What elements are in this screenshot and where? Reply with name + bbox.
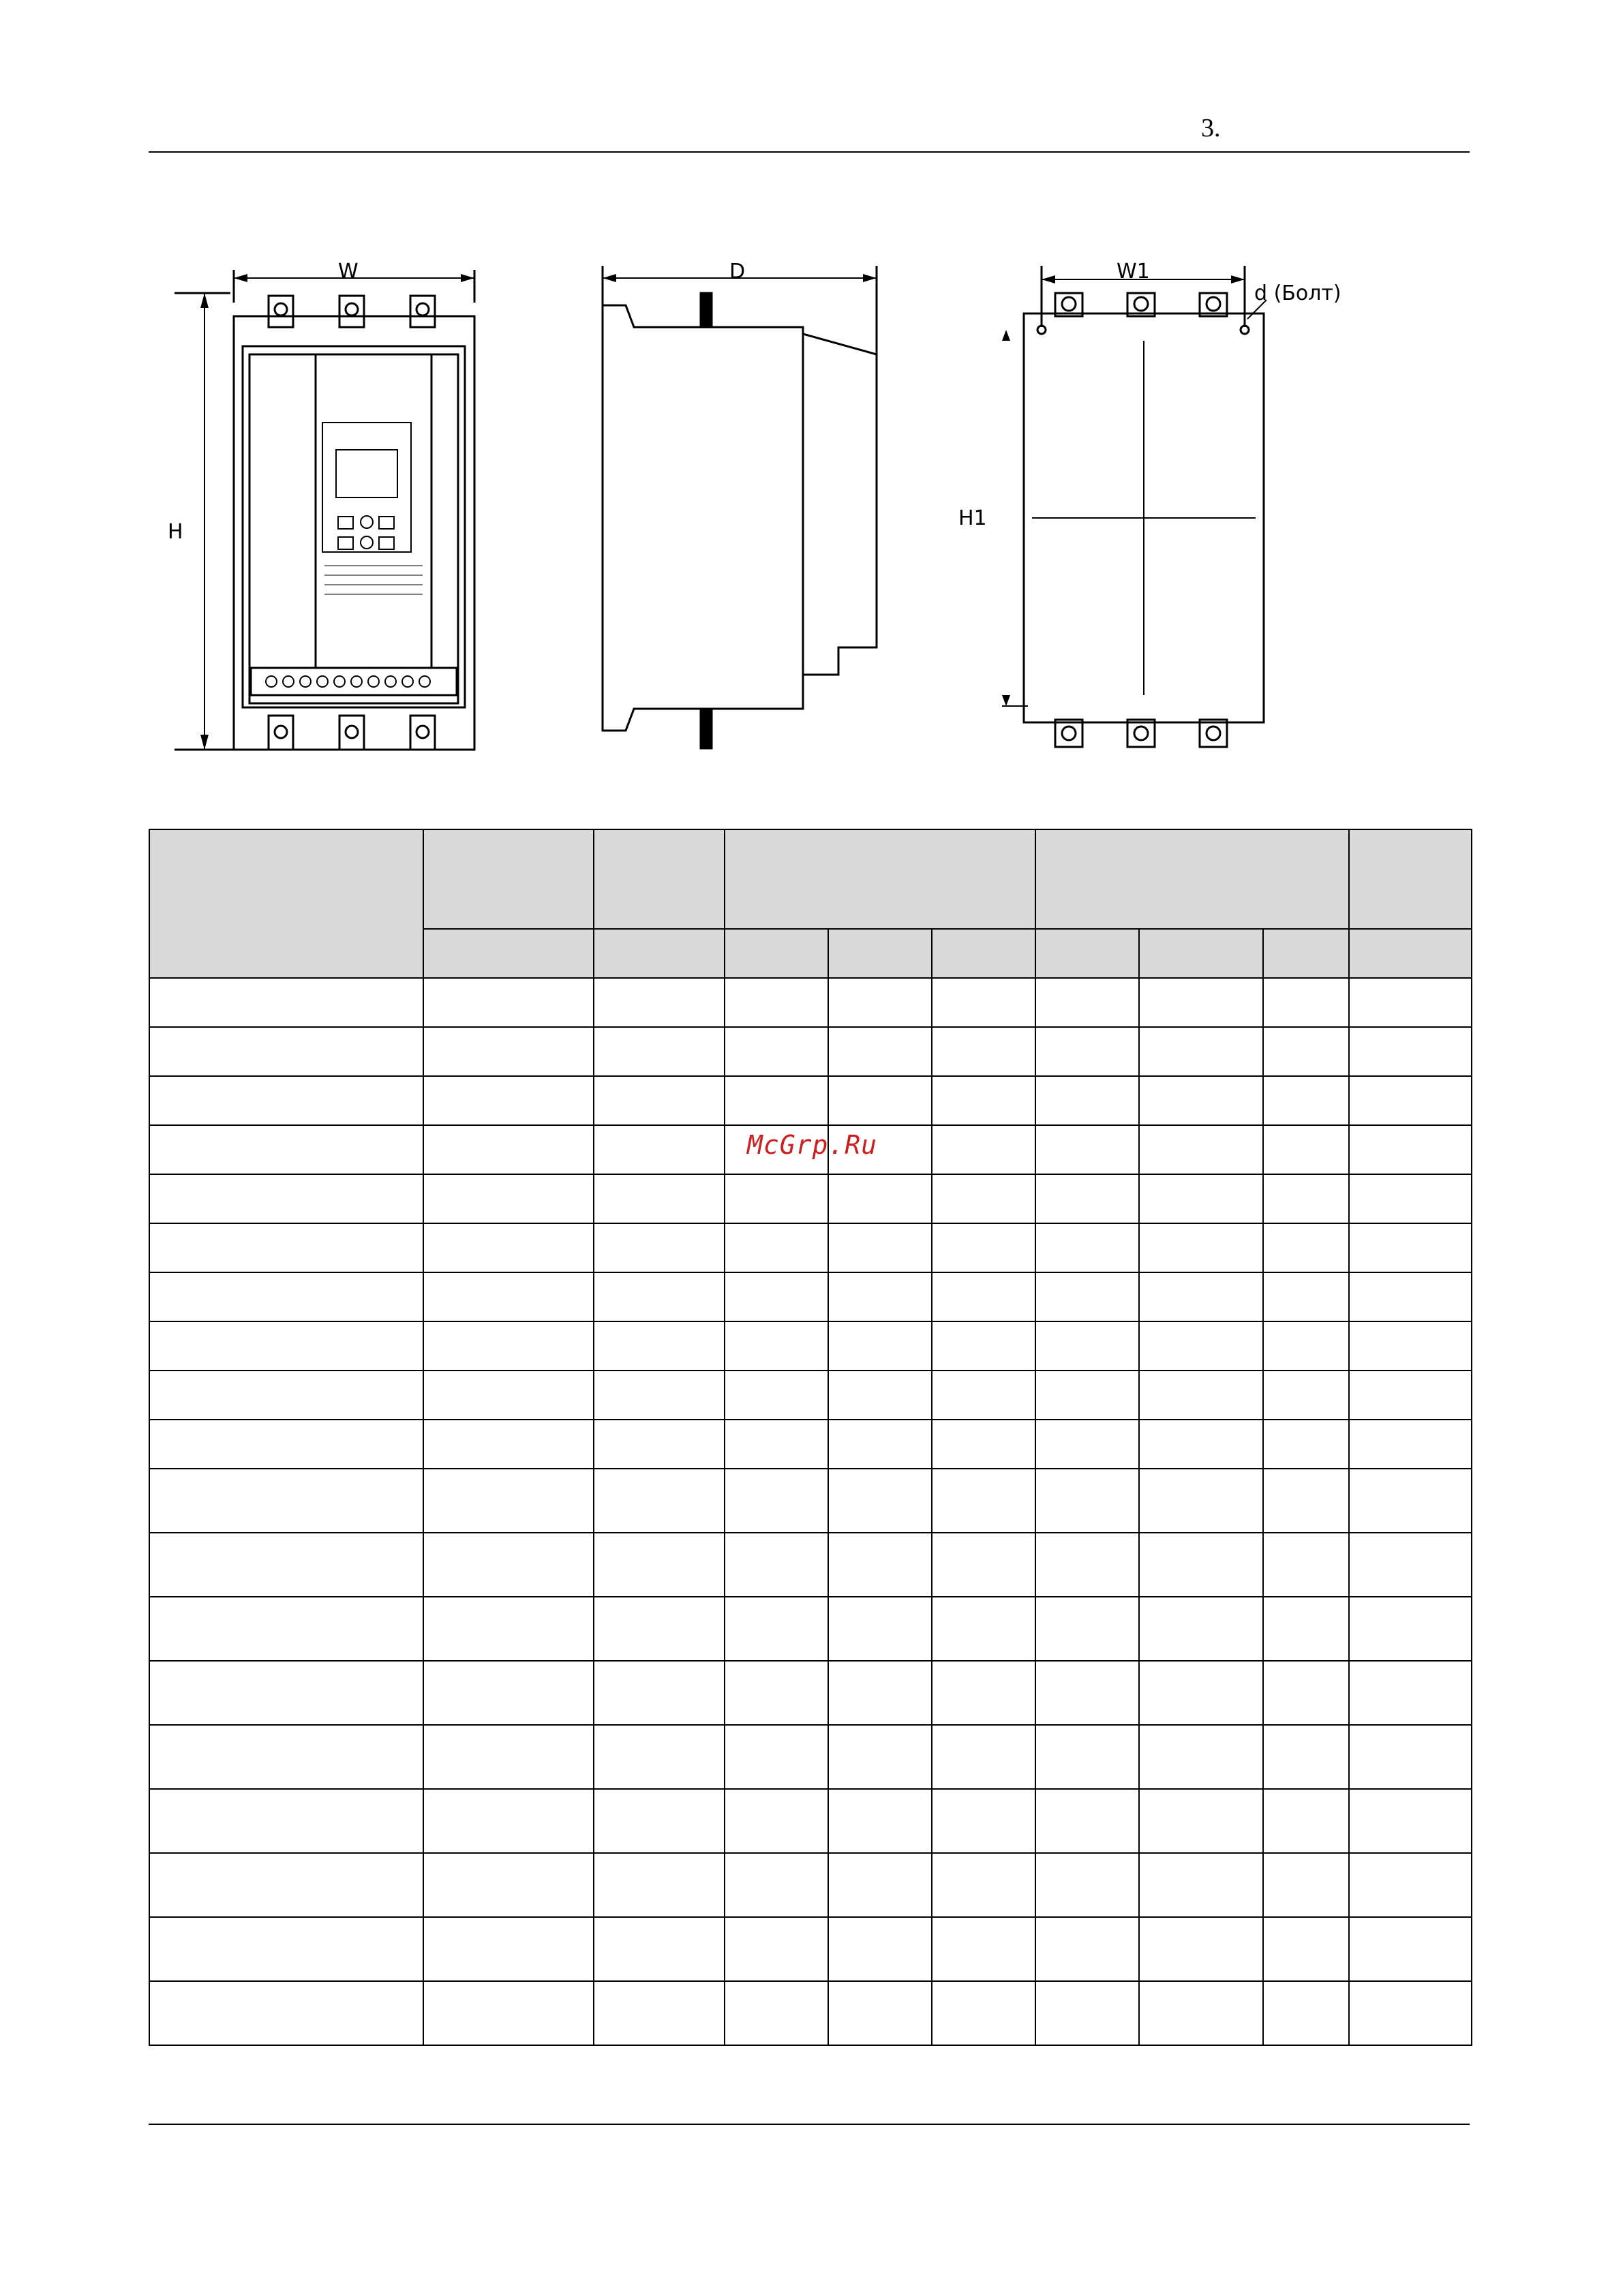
table-cell	[594, 1174, 725, 1223]
table-cell	[932, 1533, 1035, 1597]
table-cell	[1035, 1420, 1139, 1469]
table-cell	[423, 1725, 594, 1789]
table-cell	[1263, 1469, 1349, 1533]
table-cell	[149, 1076, 423, 1125]
table-cell	[1035, 1789, 1139, 1853]
table-row	[149, 1371, 1472, 1420]
table-cell	[1035, 1125, 1139, 1174]
table-cell	[1263, 1321, 1349, 1371]
table-cell	[1035, 1469, 1139, 1533]
table-cell	[1035, 1725, 1139, 1789]
table-cell	[1035, 1321, 1139, 1371]
table-cell	[1139, 1469, 1263, 1533]
table-cell	[149, 1174, 423, 1223]
table-cell	[1139, 1420, 1263, 1469]
header-subcell	[828, 929, 932, 978]
table-cell	[1263, 978, 1349, 1027]
table-row	[149, 1917, 1472, 1981]
table-cell	[1035, 1076, 1139, 1125]
table-cell	[594, 1981, 725, 2045]
table-cell	[594, 1272, 725, 1321]
header-subcell	[423, 929, 594, 978]
table-cell	[932, 1027, 1035, 1076]
table-cell	[1349, 1125, 1472, 1174]
table-cell	[423, 978, 594, 1027]
table-cell	[149, 1125, 423, 1174]
table-row	[149, 1853, 1472, 1917]
table-cell	[828, 1981, 932, 2045]
table-cell	[594, 1125, 725, 1174]
table-cell	[423, 1853, 594, 1917]
table-cell	[423, 1981, 594, 2045]
table-cell	[1263, 1725, 1349, 1789]
table-cell	[594, 1661, 725, 1725]
table-row	[149, 1533, 1472, 1597]
table-cell	[725, 1174, 828, 1223]
table-cell	[828, 1725, 932, 1789]
table-cell	[423, 1469, 594, 1533]
table-cell	[423, 1661, 594, 1725]
table-cell	[932, 1917, 1035, 1981]
table-row	[149, 1321, 1472, 1371]
table-cell	[423, 1917, 594, 1981]
table-cell	[1349, 1272, 1472, 1321]
table-cell	[1035, 1223, 1139, 1272]
table-cell	[1139, 1125, 1263, 1174]
table-cell	[1263, 1789, 1349, 1853]
table-cell	[1035, 1533, 1139, 1597]
table-cell	[1349, 1223, 1472, 1272]
table-cell	[149, 978, 423, 1027]
table-cell	[1349, 1789, 1472, 1853]
table-cell	[1035, 1371, 1139, 1420]
table-cell	[932, 1223, 1035, 1272]
table-cell	[594, 1371, 725, 1420]
table-cell	[423, 1597, 594, 1661]
table-row	[149, 1981, 1472, 2045]
header-cell	[594, 829, 725, 929]
table-cell	[932, 1597, 1035, 1661]
table-cell	[725, 1223, 828, 1272]
table-row	[149, 1272, 1472, 1321]
table-cell	[594, 1853, 725, 1917]
table-cell	[828, 1371, 932, 1420]
table-header	[149, 829, 1472, 978]
header-subcell	[594, 929, 725, 978]
table-row	[149, 1661, 1472, 1725]
table-cell	[149, 1597, 423, 1661]
table-cell	[1035, 1272, 1139, 1321]
footer-rule	[149, 2124, 1470, 2125]
watermark: McGrp.Ru	[747, 1130, 878, 1160]
table-cell	[828, 1027, 932, 1076]
table-cell	[423, 1272, 594, 1321]
header-subcell	[932, 929, 1035, 978]
table-row	[149, 1469, 1472, 1533]
table-row	[149, 1789, 1472, 1853]
table-cell	[1349, 1597, 1472, 1661]
table-cell	[1349, 1420, 1472, 1469]
table-cell	[1263, 1420, 1349, 1469]
table-cell	[1139, 978, 1263, 1027]
table-cell	[932, 1981, 1035, 2045]
table-cell	[1139, 1371, 1263, 1420]
height-label: H	[168, 520, 183, 544]
table-cell	[1139, 1789, 1263, 1853]
table-cell	[932, 1725, 1035, 1789]
table-cell	[149, 1272, 423, 1321]
table-cell	[1349, 1469, 1472, 1533]
table-row	[149, 1597, 1472, 1661]
table-cell	[932, 978, 1035, 1027]
table-cell	[1263, 1076, 1349, 1125]
table-cell	[594, 1789, 725, 1853]
table-cell	[828, 1597, 932, 1661]
table-cell	[1035, 1027, 1139, 1076]
table-cell	[1349, 1661, 1472, 1725]
table-cell	[725, 1076, 828, 1125]
table-cell	[149, 1981, 423, 2045]
header-subcell	[1139, 929, 1263, 978]
table-cell	[1139, 1027, 1263, 1076]
table-cell	[423, 1223, 594, 1272]
table-row	[149, 978, 1472, 1027]
table-cell	[1035, 1597, 1139, 1661]
table-cell	[1349, 1917, 1472, 1981]
table-cell	[1349, 1853, 1472, 1917]
table-row	[149, 1223, 1472, 1272]
table-cell	[423, 1027, 594, 1076]
table-cell	[594, 1533, 725, 1597]
table-cell	[1263, 1981, 1349, 2045]
table-cell	[1263, 1661, 1349, 1725]
table-cell	[1139, 1174, 1263, 1223]
table-cell	[725, 1469, 828, 1533]
table-cell	[594, 1597, 725, 1661]
table-cell	[149, 1853, 423, 1917]
table-cell	[1263, 1533, 1349, 1597]
table-cell	[1139, 1076, 1263, 1125]
table-cell	[725, 1981, 828, 2045]
table-cell	[423, 1420, 594, 1469]
table-cell	[594, 1917, 725, 1981]
table-cell	[725, 1371, 828, 1420]
table-cell	[828, 978, 932, 1027]
front-view	[168, 260, 474, 750]
depth-label: D	[729, 260, 746, 284]
table-cell	[828, 1853, 932, 1917]
header-cell	[1035, 829, 1349, 929]
table-cell	[1139, 1661, 1263, 1725]
table-cell	[1349, 1321, 1472, 1371]
table-cell	[1349, 1174, 1472, 1223]
dimension-drawings	[149, 245, 1470, 763]
table-cell	[932, 1125, 1035, 1174]
table-cell	[1349, 978, 1472, 1027]
table-cell	[1139, 1597, 1263, 1661]
header-subcell	[1349, 929, 1472, 978]
table-cell	[423, 1371, 594, 1420]
table-cell	[828, 1223, 932, 1272]
table-cell	[423, 1125, 594, 1174]
table-cell	[594, 1076, 725, 1125]
table-cell	[149, 1661, 423, 1725]
table-cell	[1263, 1917, 1349, 1981]
header-cell	[725, 829, 1035, 929]
table-cell	[423, 1789, 594, 1853]
table-cell	[594, 1725, 725, 1789]
bolt-label: d (Болт)	[1254, 281, 1341, 305]
header-rule	[149, 151, 1470, 153]
table-cell	[423, 1321, 594, 1371]
table-cell	[725, 1661, 828, 1725]
table-cell	[828, 1076, 932, 1125]
table-cell	[932, 1272, 1035, 1321]
table-cell	[594, 1420, 725, 1469]
table-cell	[1035, 1917, 1139, 1981]
table-cell	[594, 978, 725, 1027]
spec-table	[149, 829, 1472, 2046]
table-cell	[1035, 1661, 1139, 1725]
table-cell	[828, 1174, 932, 1223]
table-row	[149, 1174, 1472, 1223]
header-cell	[423, 829, 594, 929]
table-cell	[423, 1076, 594, 1125]
table-cell	[1263, 1853, 1349, 1917]
table-cell	[1139, 1223, 1263, 1272]
table-cell	[1349, 1371, 1472, 1420]
table-cell	[828, 1533, 932, 1597]
table-cell	[725, 978, 828, 1027]
table-cell	[1035, 978, 1139, 1027]
table-cell	[725, 1853, 828, 1917]
table-cell	[1263, 1174, 1349, 1223]
table-cell	[1263, 1027, 1349, 1076]
width-label: W	[338, 260, 359, 284]
section-number: 3.	[1201, 114, 1221, 142]
table-cell	[828, 1420, 932, 1469]
table-cell	[149, 1321, 423, 1371]
table-cell	[1349, 1725, 1472, 1789]
header-cell	[1349, 829, 1472, 929]
header-subcell	[1035, 929, 1139, 978]
table-cell	[828, 1469, 932, 1533]
table-cell	[149, 1789, 423, 1853]
table-cell	[932, 1661, 1035, 1725]
mount-width-label: W1	[1117, 260, 1150, 284]
table-cell	[149, 1223, 423, 1272]
table-cell	[594, 1223, 725, 1272]
table-cell	[1349, 1027, 1472, 1076]
table-cell	[1263, 1597, 1349, 1661]
table-cell	[725, 1789, 828, 1853]
side-view	[603, 260, 877, 748]
table-cell	[828, 1321, 932, 1371]
table-cell	[1139, 1533, 1263, 1597]
table-cell	[828, 1661, 932, 1725]
mount-height-label: H1	[958, 506, 987, 530]
table-cell	[828, 1917, 932, 1981]
table-cell	[932, 1076, 1035, 1125]
table-cell	[1139, 1272, 1263, 1321]
table-cell	[725, 1321, 828, 1371]
table-cell	[725, 1272, 828, 1321]
table-cell	[1139, 1321, 1263, 1371]
table-cell	[1139, 1725, 1263, 1789]
table-cell	[932, 1469, 1035, 1533]
table-cell	[932, 1853, 1035, 1917]
table-cell	[594, 1321, 725, 1371]
table-cell	[932, 1174, 1035, 1223]
table-cell	[1035, 1853, 1139, 1917]
table-cell	[725, 1725, 828, 1789]
table-cell	[149, 1371, 423, 1420]
table-row	[149, 1420, 1472, 1469]
table-cell	[932, 1789, 1035, 1853]
table-cell	[1035, 1174, 1139, 1223]
table-cell	[932, 1371, 1035, 1420]
table-cell	[594, 1469, 725, 1533]
table-cell	[149, 1027, 423, 1076]
table-cell	[423, 1174, 594, 1223]
table-cell	[1263, 1371, 1349, 1420]
table-cell	[725, 1917, 828, 1981]
table-cell	[1263, 1223, 1349, 1272]
table-cell	[1139, 1981, 1263, 2045]
table-cell	[149, 1420, 423, 1469]
header-cell	[149, 829, 423, 978]
table-cell	[1349, 1981, 1472, 2045]
table-cell	[149, 1469, 423, 1533]
table-cell	[828, 1272, 932, 1321]
table-cell	[932, 1420, 1035, 1469]
table-row	[149, 1076, 1472, 1125]
header-subcell	[725, 929, 828, 978]
table-cell	[725, 1420, 828, 1469]
header-subcell	[1263, 929, 1349, 978]
table-cell	[1263, 1272, 1349, 1321]
table-cell	[1139, 1853, 1263, 1917]
table-cell	[725, 1027, 828, 1076]
mounting-view	[958, 260, 1341, 747]
table-cell	[149, 1533, 423, 1597]
table-cell	[725, 1597, 828, 1661]
table-row	[149, 1027, 1472, 1076]
table-cell	[932, 1321, 1035, 1371]
table-cell	[149, 1725, 423, 1789]
table-cell	[828, 1789, 932, 1853]
table-cell	[1035, 1981, 1139, 2045]
table-cell	[1263, 1125, 1349, 1174]
table-row	[149, 1725, 1472, 1789]
table-cell	[594, 1027, 725, 1076]
table-cell	[1349, 1533, 1472, 1597]
table-cell	[725, 1533, 828, 1597]
table-cell	[149, 1917, 423, 1981]
spec-table-container	[149, 829, 1471, 2046]
table-cell	[423, 1533, 594, 1597]
table-cell	[1139, 1917, 1263, 1981]
table-cell	[1349, 1076, 1472, 1125]
